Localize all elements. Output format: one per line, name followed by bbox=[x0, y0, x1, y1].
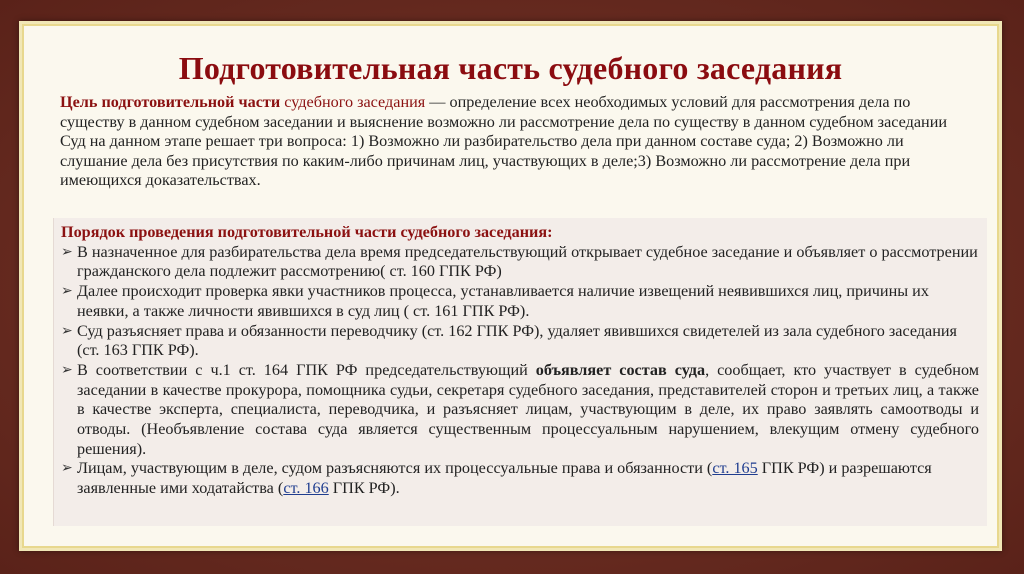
goal-lead: Цель подготовительной части bbox=[60, 93, 281, 111]
list-item-text: Суд разъясняет права и обязанности переводчику (ст. 162 ГПК РФ), удаляет явившихся свидетелей из зала судебного заседания (ст. 163 ГПК РФ). bbox=[77, 321, 957, 360]
list-item-text: Далее происходит проверка явки участников процесса, устанавливается наличие извещений неявившихся лиц, причины их неявки, а также личности явившихся в суд лиц ( ст. 161 ГПК РФ). bbox=[77, 282, 929, 320]
list-item-text: В назначенное для разбирательства дела время председательствующий открывает судебное заседание и объявляет о рассмотрении гражданского дела подлежит рассмотрению( ст. 160 ГПК РФ) bbox=[77, 242, 978, 281]
slide bbox=[19, 21, 1002, 551]
intro-goal-paragraph bbox=[60, 93, 970, 132]
item-text-part: В соответствии с ч.1 ст. 164 ГПК РФ председательствующий bbox=[77, 360, 536, 379]
procedure-box bbox=[53, 218, 987, 526]
article-165-link[interactable]: ст. 165 bbox=[712, 459, 758, 478]
intro-text bbox=[60, 93, 970, 191]
arrow-bullet-icon: ➢ bbox=[61, 284, 73, 300]
arrow-bullet-icon: ➢ bbox=[61, 461, 73, 477]
goal-lead-red: судебного заседания bbox=[280, 93, 426, 111]
slide-title: Подготовительная часть судебного заседания bbox=[178, 50, 843, 86]
item-text-part: ГПК РФ) и разрешаются заявленные ими ходатайства ( bbox=[77, 459, 932, 498]
article-166-link[interactable]: ст. 166 bbox=[283, 479, 329, 498]
arrow-bullet-icon: ➢ bbox=[61, 244, 73, 260]
list-item-text bbox=[77, 459, 979, 498]
item-text-part: ГПК РФ). bbox=[328, 479, 400, 498]
list-item bbox=[61, 361, 979, 460]
goal-rest: — определение всех необходимых условий для рассмотрения дела по существу в данном судебном заседании и выяснение возможно ли рассмотрение дела по существу в данном судебном заседании bbox=[60, 93, 948, 131]
item-text-part: Лицам, участвующим в деле, судом разъясняются их процессуальные права и обязанности ( bbox=[77, 459, 713, 478]
item-bold-text: объявляет состав суда bbox=[535, 360, 706, 379]
arrow-bullet-icon: ➢ bbox=[61, 362, 73, 378]
intro-questions-paragraph: Суд на данном этапе решает три вопроса: 1) Возможно ли разбирательство дела при данном составе суда; 2) Возможно ли слушание дела без присутствия по каким-либо причинам лиц, участвующих в деле;3) Возможно ли рассмотрение дела при имеющихся доказательствах. bbox=[60, 132, 911, 189]
list-item bbox=[61, 243, 979, 282]
procedure-title: Порядок проведения подготовительной части судебного заседания: bbox=[61, 223, 553, 241]
list-item-text bbox=[77, 361, 979, 460]
list-item bbox=[61, 322, 979, 361]
item-text-part: , сообщает, кто участвует в судебном заседании в качестве прокурора, помощника судьи, секретаря судебного заседания, представителей сторон и третьих лиц, а также в качестве эксперта, специалиста, переводчика, и разъясняет лицам, участвующим в деле, их право заявлять самоотводы и отводы. (Необъявление состава суда является существенным процессуальным нарушением, влекущим отмену судебного решения). bbox=[77, 360, 979, 458]
arrow-bullet-icon: ➢ bbox=[61, 323, 73, 339]
list-item bbox=[61, 282, 979, 321]
list-item bbox=[61, 459, 979, 498]
